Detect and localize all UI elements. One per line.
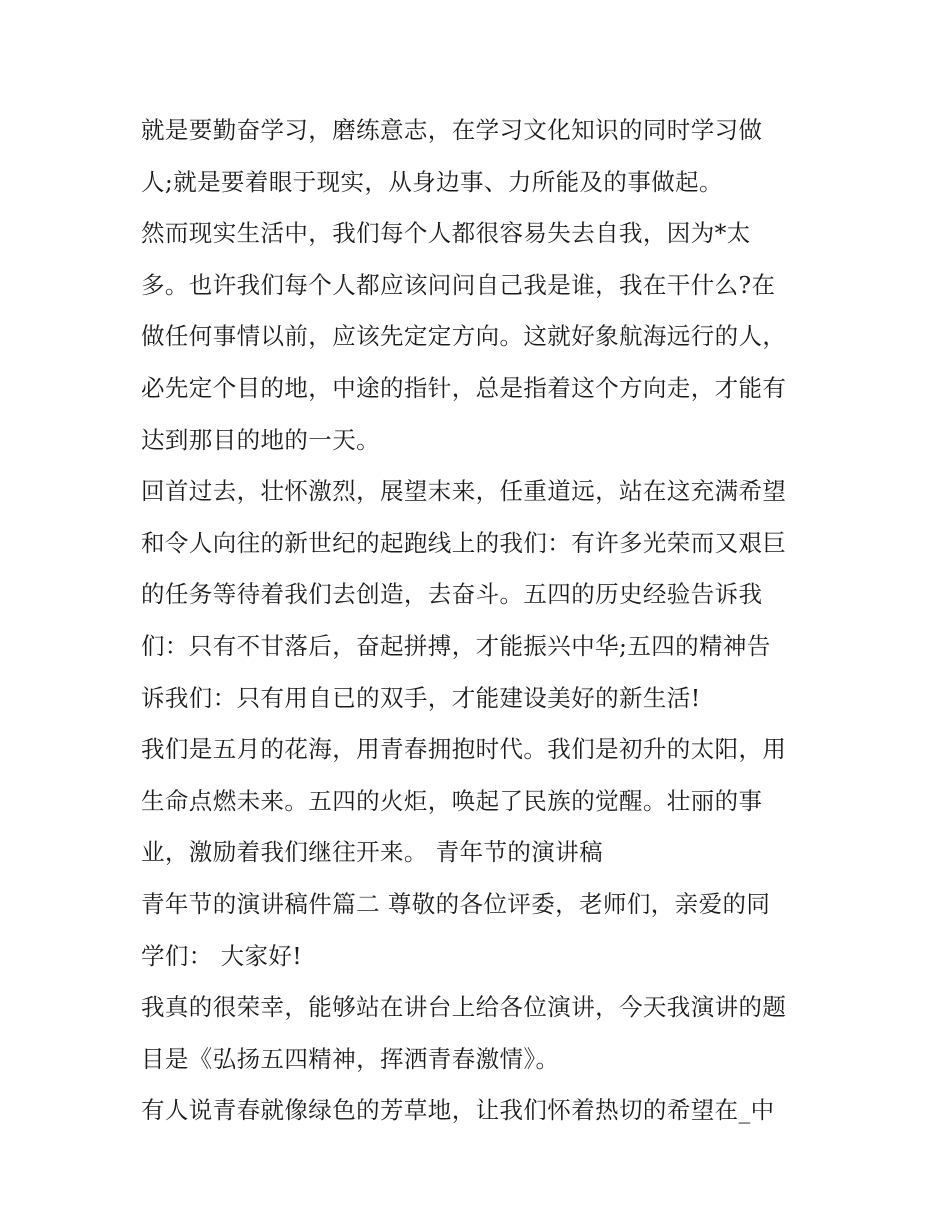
text-line: 我真的很荣幸，能够站在讲台上给各位演讲，今天我演讲的题 [141, 993, 787, 1022]
text-line: 就是要勤奋学习，磨练意志，在学习文化知识的同时学习做 [141, 116, 763, 144]
text-line: 然而现实生活中，我们每个人都很容易失去自我，因为*太 [141, 219, 751, 248]
text-line: 们：只有不甘落后，奋起拼搏，才能振兴中华;五四的精神告 [141, 631, 771, 660]
text-line: 学们： 大家好! [141, 941, 303, 970]
body-text [141, 110, 831, 1142]
text-line: 达到那目的地的一天。 [141, 425, 380, 454]
text-line: 和令人向往的新世纪的起跑线上的我们：有许多光荣而又艰巨 [141, 528, 787, 557]
text-line: 多。也许我们每个人都应该问问自己我是谁，我在干什么?在 [141, 270, 776, 299]
text-line: 生命点燃未来。五四的火炬，唤起了民族的觉醒。壮丽的事 [141, 786, 763, 815]
text-line: 青年节的演讲稿件篇二 尊敬的各位评委，老师们，亲爱的同 [141, 889, 771, 918]
text-line: 业，激励着我们继往开来。 青年节的演讲稿 [141, 838, 603, 867]
text-line: 我们是五月的花海，用青春拥抱时代。我们是初升的太阳，用 [141, 735, 787, 764]
text-line: 做任何事情以前，应该先定定方向。这就好象航海远行的人， [141, 322, 787, 351]
text-line: 人;就是要着眼于现实，从身边事、力所能及的事做起。 [141, 167, 723, 196]
text-line: 必先定个目的地，中途的指针，总是指着这个方向走，才能有 [141, 373, 787, 402]
text-line: 目是《弘扬五四精神，挥洒青春激情》。 [141, 1044, 560, 1073]
text-line: 有人说青春就像绿色的芳草地，让我们怀着热切的希望在_中 [141, 1096, 775, 1125]
text-line: 回首过去，壮怀激烈，展望末来，任重道远，站在这充满希望 [141, 477, 787, 506]
text-line: 的任务等待着我们去创造，去奋斗。五四的历史经验告诉我 [141, 580, 763, 609]
text-line: 诉我们：只有用自已的双手，才能建设美好的新生活! [141, 683, 701, 712]
